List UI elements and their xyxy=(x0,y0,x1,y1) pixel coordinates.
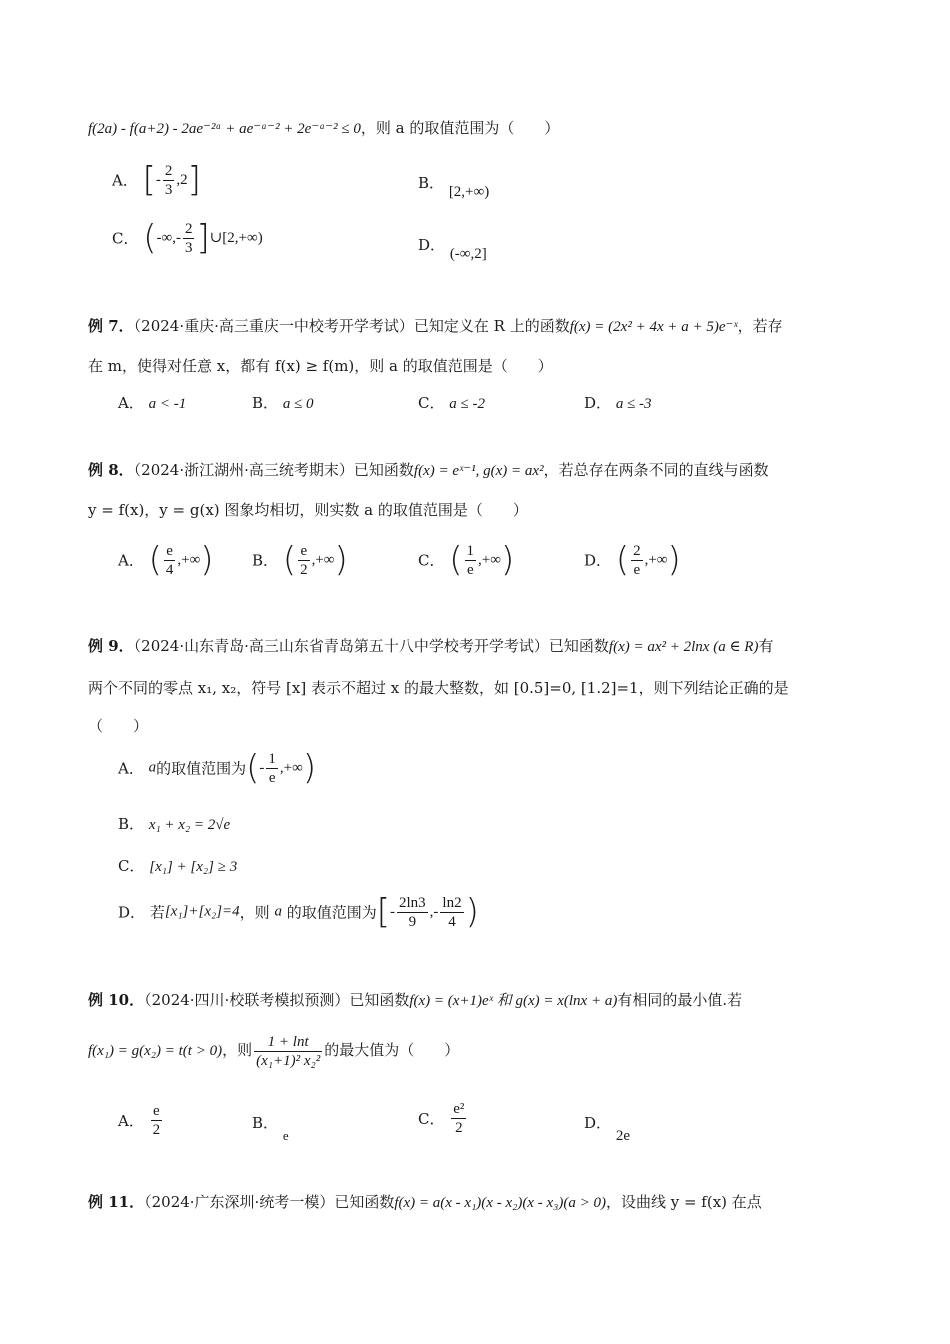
q10-line1-text: 已知函数 xyxy=(349,991,410,1009)
q10-option-d xyxy=(584,1112,630,1144)
q8-option-d-label: D． xyxy=(584,551,612,570)
q8-option-b: B． ( $\frac{e}{2}$ ,+∞) xyxy=(252,540,348,580)
q7-option-a xyxy=(118,392,186,413)
q10-option-d-label: D． xyxy=(584,1114,612,1132)
q9-option-c-label: C． xyxy=(118,857,145,875)
q7-line2-text: 在 m，使得对任意 x，都有 f(x) ≥ f(m)，则 a 的取值范围是（ ） xyxy=(88,357,553,375)
q10-line1 xyxy=(88,990,742,1011)
q10-line1-tail: 有相同的最小值.若 xyxy=(617,991,743,1009)
q6-option-c-label: C． xyxy=(112,229,139,248)
q6-option-b-label: B． xyxy=(418,174,445,192)
q9-line2 xyxy=(88,678,789,698)
q11-source: （2024·广东深圳·统考一模） xyxy=(144,1193,335,1211)
q11-title: 例 11． xyxy=(88,1193,145,1211)
q10-option-b-text: e xyxy=(282,1128,289,1143)
q7-option-a-text: a < -1 xyxy=(148,396,187,412)
q10-option-c-label: C． xyxy=(418,1110,445,1128)
q7-line1-text: 已知定义在 R 上的函数 xyxy=(413,317,570,335)
q7-line2 xyxy=(88,356,553,376)
q8-line1-math: f(x) = eˣ⁻¹, g(x) = ax² xyxy=(413,463,544,479)
q9-line3 xyxy=(88,716,148,736)
q9-option-d-label: D． xyxy=(118,903,146,922)
q8-option-c-label: C． xyxy=(418,551,445,570)
q9-line1-tail: 有 xyxy=(758,637,774,655)
q7-option-c xyxy=(418,392,485,413)
q7-option-d xyxy=(584,392,652,413)
q7-source: （2024·重庆·高三重庆一中校考开学考试） xyxy=(133,317,414,335)
q6-option-d xyxy=(418,234,487,262)
q9-source: （2024·山东青岛·高三山东省青岛第五十八中学校考开学考试） xyxy=(133,637,549,655)
q9-line2-text: 两个不同的零点 x₁, x₂，符号 [x] 表示不超过 x 的最大整数，如 [0.5]=0, [1.2]=1，则下列结论正确的是 xyxy=(88,679,789,697)
q10-option-a: A． $\frac{e}{2}$ xyxy=(118,1103,161,1138)
q10-source: （2024·四川·校联考模拟预测） xyxy=(144,991,350,1009)
q9-option-a: A． a的取值范围为(- $\frac{1}{e}$ ,+∞) xyxy=(118,748,317,788)
q9-option-b-text: x₁ + x₂ = 2√e xyxy=(148,817,231,833)
q9-line3-text: （ ） xyxy=(88,717,149,735)
q6-option-b-text: [2,+∞) xyxy=(448,184,490,200)
q6-option-a: A． [- $\frac{2}{3}$ ,2] xyxy=(112,160,201,200)
q6-option-c: C． (-∞,- $\frac{2}{3}$ ]∪[2,+∞) xyxy=(112,218,263,258)
q6-stem-math: f(2a) - f(a+2) - 2ae⁻²ᵃ + ae⁻ᵃ⁻² + 2e⁻ᵃ⁻² ≤ 0 xyxy=(88,121,361,137)
q6-option-d-label: D． xyxy=(418,236,446,254)
q8-line1-text: 已知函数 xyxy=(353,461,414,479)
q8-option-a: A． ( $\frac{e}{4}$ ,+∞) xyxy=(118,540,214,580)
q6-option-b xyxy=(418,172,490,200)
q10-title: 例 10． xyxy=(88,991,145,1009)
q8-source: （2024·浙江湖州·高三统考期末） xyxy=(133,461,354,479)
q11-line1-text: 已知函数 xyxy=(334,1193,395,1211)
q9-line1-math: f(x) = ax² + 2lnx (a ∈ R) xyxy=(608,639,759,655)
q7-line1-math: f(x) = (2x² + 4x + a + 5)e⁻ˣ xyxy=(569,319,738,335)
q8-option-c: C． ( $\frac{1}{e}$ ,+∞) xyxy=(418,540,515,580)
q8-option-a-label: A． xyxy=(118,551,144,570)
q6-option-d-text: (-∞,2] xyxy=(449,246,487,262)
q10-option-a-label: A． xyxy=(118,1112,144,1130)
q7-option-d-text: a ≤ -3 xyxy=(615,396,652,412)
q6-stem xyxy=(88,118,559,139)
q7-line1 xyxy=(88,316,783,337)
q7-line1-tail: ，若存 xyxy=(737,317,783,335)
q7-option-b-text: a ≤ 0 xyxy=(282,396,314,412)
q9-option-d: D． 若[x₁]+[x₂]=4，则 a 的取值范围为[- $\frac{2\ln 3}{9}$ ,- $\frac{\ln 2}{4}$ ) xyxy=(118,892,479,932)
q7-option-a-label: A． xyxy=(118,394,144,412)
q8-title: 例 8． xyxy=(88,461,134,479)
q9-option-c xyxy=(118,855,237,876)
q10-line2-math: f(x₁) = g(x₂) = t(t > 0) xyxy=(88,1043,223,1059)
q7-option-c-text: a ≤ -2 xyxy=(449,396,485,412)
q9-line1 xyxy=(88,636,773,657)
q10-line1-math: f(x) = (x+1)eˣ 和 g(x) = x(lnx + a) xyxy=(409,993,618,1009)
q9-line1-text: 已知函数 xyxy=(548,637,609,655)
q8-line2-text: y = f(x)，y = g(x) 图象均相切，则实数 a 的取值范围是（ ） xyxy=(88,501,528,519)
q11-line1 xyxy=(88,1192,762,1213)
q10-line2: f(x₁) = g(x₂) = t(t > 0)，则 $\frac{1 + \ln t}{\text{(x₁+1)² x₂²}}$ 的最大值为（ ） xyxy=(88,1033,460,1069)
q7-option-d-label: D． xyxy=(584,394,612,412)
q10-option-b xyxy=(252,1112,289,1143)
q7-option-c-label: C． xyxy=(418,394,445,412)
q8-line1 xyxy=(88,460,769,481)
q8-line2 xyxy=(88,500,528,520)
q9-option-b-label: B． xyxy=(118,815,145,833)
q6-stem-text: ，则 a 的取值范围为（ ） xyxy=(360,119,560,137)
q9-option-c-text: [x₁] + [x₂] ≥ 3 xyxy=(149,859,238,875)
q11-line1-math: f(x) = a(x - x₁)(x - x₂)(x - x₃)(a > 0) xyxy=(394,1195,606,1211)
q10-option-c: C． $\frac{\text{e²}}{2}$ xyxy=(418,1101,465,1136)
q7-option-b xyxy=(252,392,314,413)
q9-title: 例 9． xyxy=(88,637,134,655)
q7-title: 例 7． xyxy=(88,317,134,335)
q8-option-d: D． ( $\frac{2}{e}$ ,+∞) xyxy=(584,540,681,580)
q6-option-a-label: A． xyxy=(112,171,138,190)
q10-option-d-text: 2e xyxy=(615,1128,630,1144)
q8-line1-tail: ，若总存在两条不同的直线与函数 xyxy=(543,461,769,479)
q9-option-a-label: A． xyxy=(118,759,144,778)
q8-option-b-label: B． xyxy=(252,551,279,570)
q7-option-b-label: B． xyxy=(252,394,279,412)
q11-line1-tail: ，设曲线 y = f(x) 在点 xyxy=(605,1193,762,1211)
q10-option-b-label: B． xyxy=(252,1114,279,1132)
q9-option-b xyxy=(118,813,230,834)
